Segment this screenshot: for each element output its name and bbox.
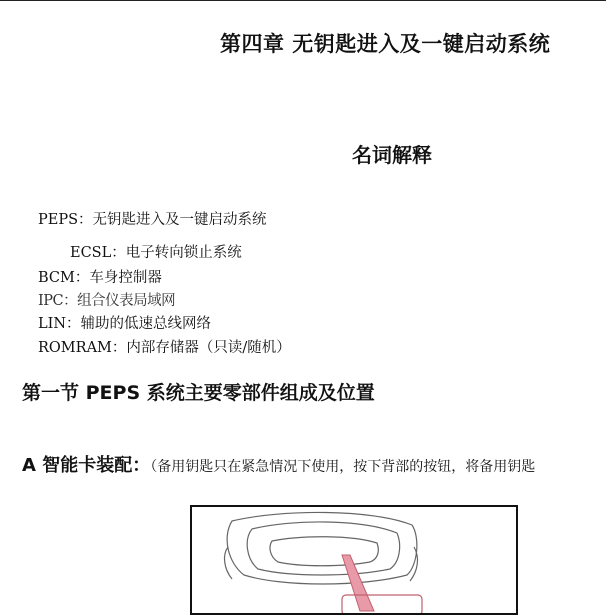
smart-key-drawing [192,507,516,613]
term-lin: LIN：辅助的低速总线网络 [38,316,212,332]
term-peps: PEPS：无钥匙进入及一键启动系统 [38,212,267,228]
paragraph-text: （备用钥匙只在紧急情况下使用，按下背部的按钮，将备用钥匙 [150,459,536,475]
term-romram: ROMRAM：内部存储器（只读/随机） [38,340,291,356]
glossary-heading: 名词解释 [352,143,432,167]
term-ipc: IPC：组合仪表局域网 [38,293,176,309]
paragraph-smart-card [22,451,535,477]
section-1-title: 第一节 PEPS 系统主要零部件组成及位置 [22,382,375,404]
term-ecsl: ECSL：电子转向锁止系统 [70,245,242,261]
chapter-title: 第四章 无钥匙进入及一键启动系统 [220,32,551,56]
page-top-rule [0,0,606,1]
term-bcm: BCM：车身控制器 [38,270,162,286]
callout-box [342,595,422,613]
smart-key-figure [190,505,518,615]
paragraph-lead: A 智能卡装配： [22,455,151,476]
